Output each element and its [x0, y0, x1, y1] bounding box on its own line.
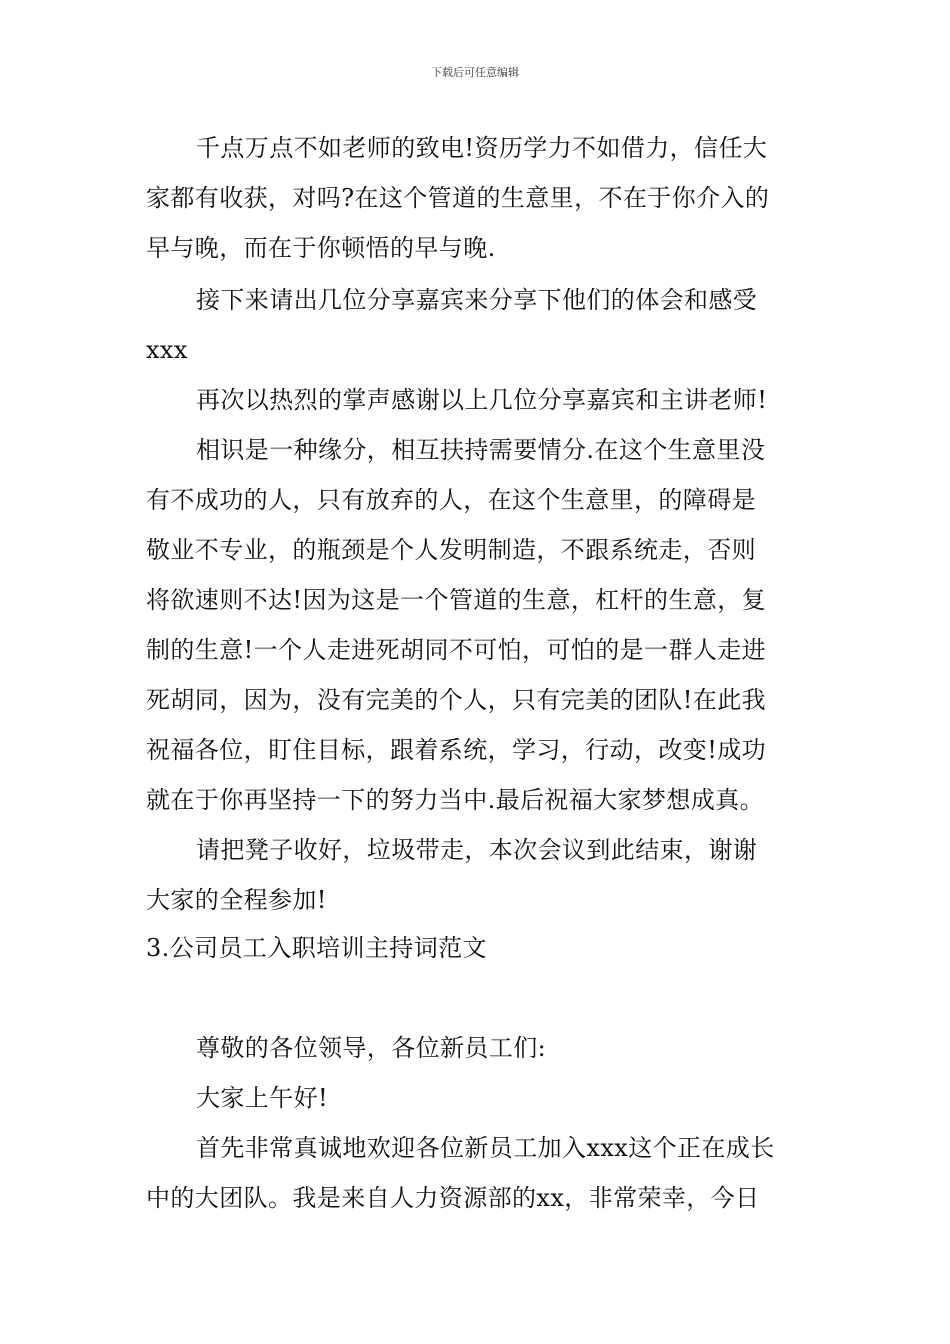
paragraph-line: 请把凳子收好，垃圾带走，本次会议到此结束，谢谢	[196, 836, 758, 864]
paragraph-line: 制的生意!一个人走进死胡同不可怕，可怕的是一群人走进	[146, 636, 767, 664]
paragraph-line: 家都有收获，对吗?在这个管道的生意里，不在于你介入的	[146, 184, 770, 212]
paragraph-line: 再次以热烈的掌声感谢以上几位分享嘉宾和主讲老师!	[196, 386, 768, 414]
salutation-line: 尊敬的各位领导，各位新员工们:	[196, 1034, 547, 1062]
paragraph-line: 敬业不专业，的瓶颈是个人发明制造，不跟系统走，否则	[146, 536, 756, 564]
paragraph-line: 就在于你再坚持一下的努力当中.最后祝福大家梦想成真。	[146, 786, 765, 814]
paragraph-line: 将欲速则不达!因为这是一个管道的生意，杠杆的生意，复	[146, 586, 767, 614]
paragraph-line: xxx	[146, 336, 188, 364]
paragraph-line: 有不成功的人，只有放弃的人，在这个生意里，的障碍是	[146, 486, 756, 514]
greeting-line: 大家上午好!	[196, 1084, 329, 1112]
page-header: 下载后可任意编辑	[431, 66, 519, 79]
section-heading: 3.公司员工入职培训主持词范文	[146, 934, 487, 962]
paragraph-line: 首先非常真诚地欢迎各位新员工加入xxx这个正在成长	[196, 1134, 775, 1162]
paragraph-line: 早与晚，而在于你顿悟的早与晚.	[146, 234, 496, 262]
paragraph-line: 千点万点不如老师的致电!资历学力不如借力，信任大	[196, 134, 768, 162]
paragraph-line: 大家的全程参加!	[146, 886, 327, 914]
paragraph-line: 接下来请出几位分享嘉宾来分享下他们的体会和感受	[196, 286, 758, 314]
paragraph-line: 死胡同，因为，没有完美的个人，只有完美的团队!在此我	[146, 686, 767, 714]
paragraph-line: 相识是一种缘分，相互扶持需要情分.在这个生意里没	[196, 436, 766, 464]
paragraph-line: 中的大团队。我是来自人力资源部的xx，非常荣幸，今日	[146, 1184, 760, 1212]
paragraph-line: 祝福各位，盯住目标，跟着系统，学习，行动，改变!成功	[146, 736, 767, 764]
